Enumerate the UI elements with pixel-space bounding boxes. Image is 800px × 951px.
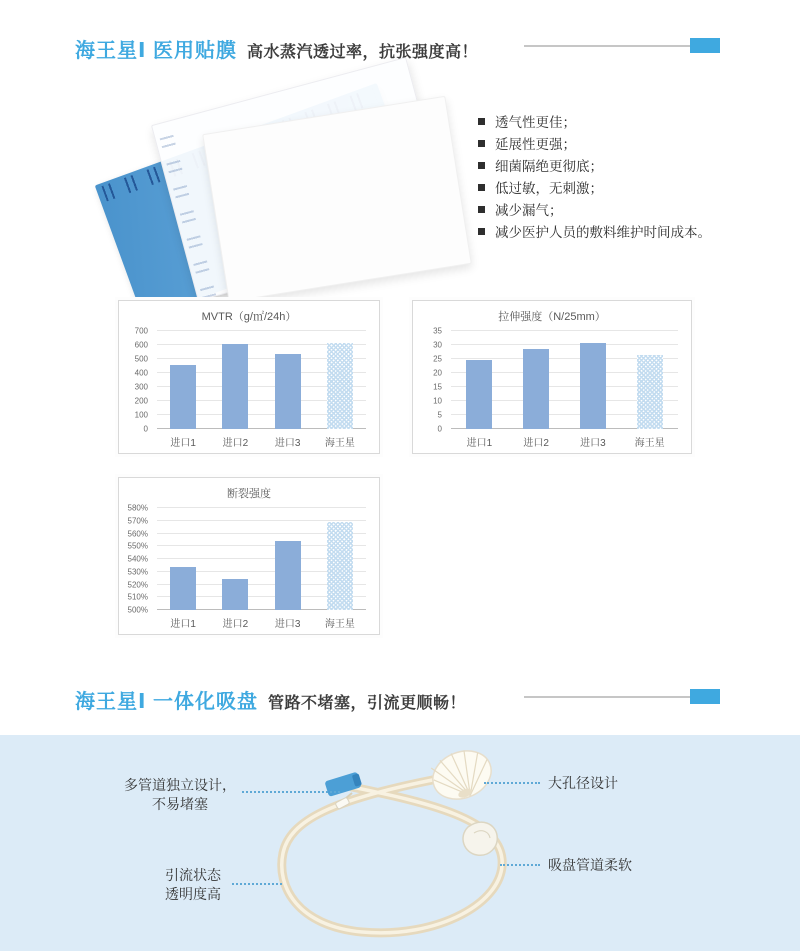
feature-text: 细菌隔绝更彻底； <box>495 159 603 174</box>
leader-line <box>500 864 540 866</box>
header-accent-block <box>690 38 720 53</box>
y-axis-ticks <box>413 326 447 434</box>
bar-进口2 <box>222 579 248 610</box>
category-label: 海王星 <box>634 438 665 449</box>
y-tick-label: 25 <box>433 354 442 364</box>
film-product-image <box>112 88 462 286</box>
section2-subtitle: 管路不堵塞，引流更顺畅！ <box>268 695 467 712</box>
feature-item <box>478 154 711 176</box>
bar-进口1 <box>170 567 196 610</box>
bar-slot <box>314 508 366 610</box>
bar-slot <box>565 331 622 429</box>
suction-cup <box>425 742 498 808</box>
tube-clamp <box>463 822 497 855</box>
y-tick-label: 510% <box>127 592 148 602</box>
header-rule-line <box>524 696 690 698</box>
callout-text: 大孔径设计 <box>548 775 618 791</box>
category-label: 进口3 <box>580 438 606 449</box>
bar-slot <box>157 331 209 429</box>
y-tick-label: 500 <box>134 354 148 364</box>
y-tick-label: 35 <box>433 326 442 336</box>
y-tick-label: 100 <box>134 410 148 420</box>
y-tick-label: 600 <box>134 340 148 350</box>
chart-title: 拉伸强度（N/25mm） <box>498 311 606 323</box>
callout-transparency <box>158 866 228 904</box>
bar-slot <box>262 508 314 610</box>
y-tick-label: 15 <box>433 382 442 392</box>
section1-subtitle: 高水蒸汽透过率，抗张强度高！ <box>247 44 479 61</box>
category-label: 海王星 <box>324 438 355 449</box>
small-connector <box>335 797 350 809</box>
header-accent-block <box>690 689 720 704</box>
callout-text: 不易堵塞 <box>152 796 208 812</box>
y-tick-label: 0 <box>143 424 148 434</box>
category-label: 进口3 <box>274 619 301 630</box>
bar-海王星 <box>637 355 663 429</box>
y-tick-label: 300 <box>134 382 148 392</box>
y-tick-label: 0 <box>437 424 442 434</box>
y-axis-ticks <box>119 326 153 434</box>
x-axis-labels <box>157 434 366 449</box>
y-axis-ticks <box>119 503 153 615</box>
leader-line <box>484 782 540 784</box>
plot-area <box>157 508 366 610</box>
feature-item <box>478 110 711 132</box>
bullet-square-icon <box>478 206 485 213</box>
suction-device-section <box>0 735 800 951</box>
category-label: 进口1 <box>466 438 493 449</box>
y-tick-label: 560% <box>127 529 148 538</box>
bar-slot <box>621 331 678 429</box>
leader-line <box>232 883 282 885</box>
bullet-square-icon <box>478 184 485 191</box>
feature-list <box>478 110 711 242</box>
chart-tensile-strength <box>412 300 692 454</box>
blue-connector-cap <box>324 771 362 797</box>
y-tick-label: 20 <box>433 368 442 378</box>
y-tick-label: 580% <box>127 503 148 513</box>
bullet-square-icon <box>478 162 485 169</box>
y-tick-label: 520% <box>127 580 148 589</box>
y-tick-label: 30 <box>433 340 442 350</box>
bar-slot <box>451 331 508 429</box>
bar-进口2 <box>222 344 248 429</box>
bar-进口1 <box>170 365 196 429</box>
bullet-square-icon <box>478 140 485 147</box>
feature-item <box>478 198 711 220</box>
bars <box>451 331 678 429</box>
y-tick-label: 500% <box>127 605 148 615</box>
header-rule-line <box>524 45 690 47</box>
callout-text: 引流状态 <box>165 867 221 883</box>
section1-header <box>75 34 478 63</box>
bars <box>157 508 366 610</box>
y-tick-label: 5 <box>437 410 442 420</box>
suction-device-image <box>0 735 800 951</box>
bar-slot <box>209 331 261 429</box>
bar-进口3 <box>275 541 301 610</box>
callout-text: 透明度高 <box>165 886 221 902</box>
feature-text: 低过敏，无刺激； <box>495 181 603 196</box>
category-label: 海王星 <box>324 619 355 630</box>
section2-header <box>75 685 466 714</box>
tube-highlight <box>282 777 502 933</box>
feature-text: 透气性更佳； <box>495 115 576 130</box>
category-label: 进口1 <box>170 438 196 449</box>
y-tick-label: 700 <box>134 326 148 336</box>
feature-item <box>478 132 711 154</box>
bar-slot <box>209 508 261 610</box>
x-axis-labels <box>157 615 366 630</box>
bullet-square-icon <box>478 228 485 235</box>
y-tick-label: 400 <box>134 368 148 378</box>
plot-area <box>451 331 678 429</box>
bar-slot <box>508 331 565 429</box>
callout-multi-channel <box>120 776 240 814</box>
leader-line <box>242 791 340 793</box>
callout-text: 多管道独立设计， <box>124 777 236 793</box>
section2-title: 海王星Ⅰ 一体化吸盘 <box>75 691 258 713</box>
bar-进口3 <box>580 343 606 429</box>
feature-item <box>478 220 711 242</box>
y-tick-label: 530% <box>127 567 148 577</box>
feature-text: 减少漏气； <box>495 203 563 218</box>
y-tick-label: 570% <box>127 516 148 526</box>
bar-slot <box>157 508 209 610</box>
chart-title: 断裂强度 <box>227 488 271 500</box>
section1-title: 海王星Ⅰ 医用贴膜 <box>75 40 237 62</box>
y-tick-label: 10 <box>433 396 442 406</box>
feature-text: 延展性更强； <box>495 137 576 152</box>
category-label: 进口2 <box>222 438 249 449</box>
bar-海王星 <box>327 522 353 610</box>
category-label: 进口1 <box>170 619 196 630</box>
white-film-sheet-front <box>202 96 472 302</box>
bar-slot <box>314 331 366 429</box>
feature-item <box>478 176 711 198</box>
chart-elongation <box>118 477 380 635</box>
bar-海王星 <box>327 343 353 429</box>
callout-soft-tube <box>548 856 632 875</box>
callout-text: 吸盘管道柔软 <box>548 857 632 873</box>
callout-large-bore <box>548 774 618 793</box>
bar-进口1 <box>466 360 492 429</box>
category-label: 进口2 <box>222 619 249 630</box>
y-tick-label: 550% <box>127 541 148 551</box>
y-tick-label: 200 <box>134 396 148 406</box>
category-label: 进口2 <box>523 438 549 449</box>
feature-text: 减少医护人员的敷料维护时间成本。 <box>495 225 711 240</box>
bar-进口3 <box>275 354 301 429</box>
category-label: 进口3 <box>274 438 301 449</box>
bar-进口2 <box>523 349 549 429</box>
x-axis-labels <box>451 434 678 449</box>
plot-area <box>157 331 366 429</box>
y-tick-label: 540% <box>127 554 148 564</box>
chart-mvtr <box>118 300 380 454</box>
bars <box>157 331 366 429</box>
bar-slot <box>262 331 314 429</box>
bullet-square-icon <box>478 118 485 125</box>
chart-title: MVTR（g/㎡/24h） <box>201 311 297 323</box>
